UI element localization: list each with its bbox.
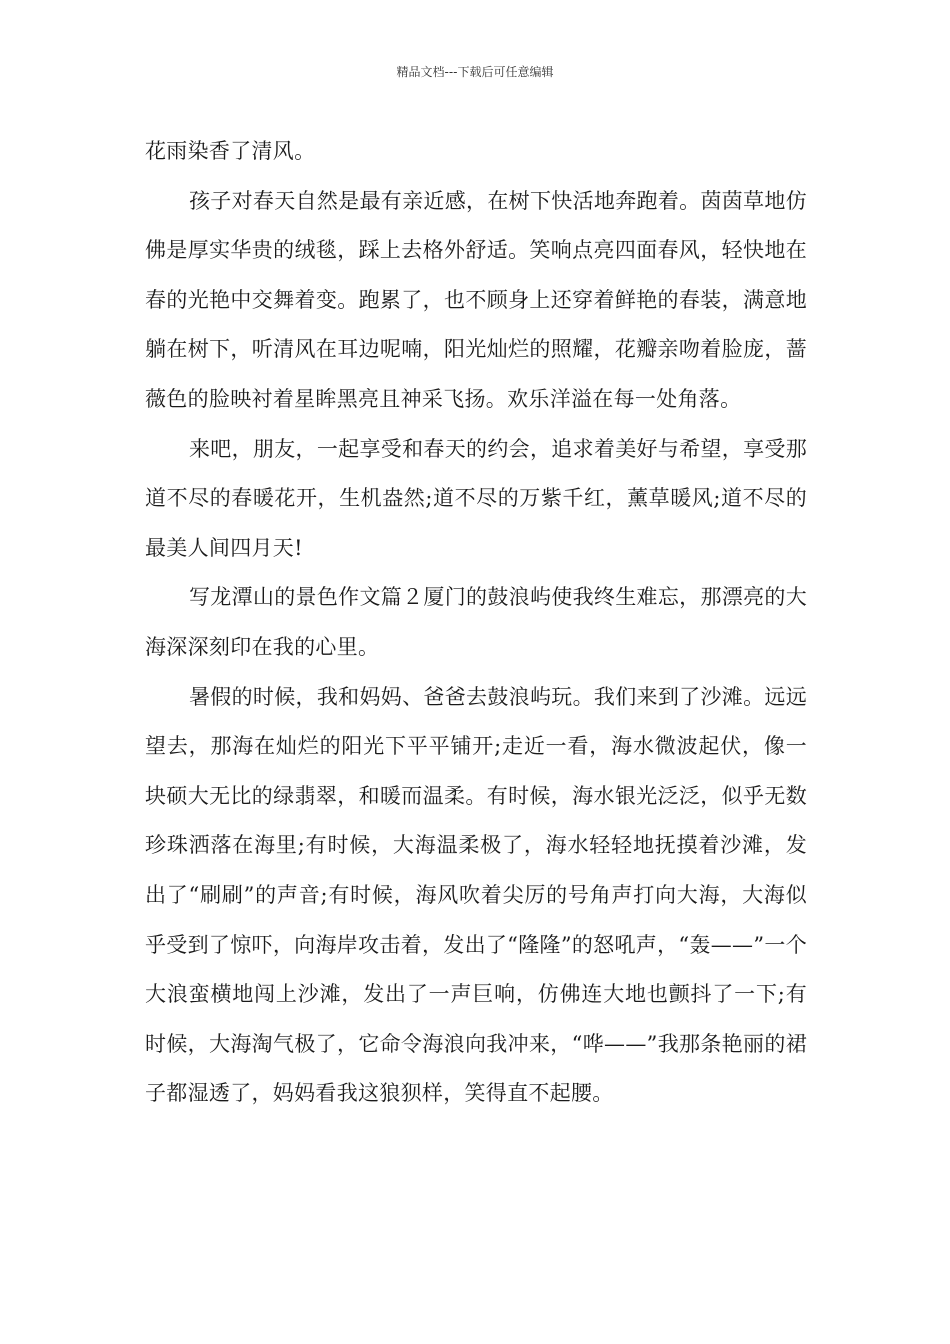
- paragraph-3: 来吧，朋友，一起享受和春天的约会，追求着美好与希望，享受那道不尽的春暖花开，生机盎然;道不尽的万紫千红，薰草暖风;道不尽的最美人间四月天!: [145, 436, 807, 560]
- paragraph-1: 花雨染香了清风。: [145, 139, 316, 163]
- paragraph-2: 孩子对春天自然是最有亲近感，在树下快活地奔跑着。茵茵草地仿佛是厚实华贵的绒毯，踩上去格外舒适。笑响点亮四面春风，轻快地在春的光艳中交舞着变。跑累了，也不顾身上还穿着鲜艳的春装，满意地躺在树下，听清风在耳边呢喃，阳光灿烂的照耀，花瓣亲吻着脸庞，蔷薇色的脸映衬着星眸黑亮且神采飞扬。欢乐洋溢在每一处角落。: [145, 188, 807, 411]
- page-header: 精品文档---下载后可任意编辑: [396, 65, 554, 79]
- document-body: [145, 127, 807, 1119]
- paragraph-4: 写龙潭山的景色作文篇２厦门的鼓浪屿使我终生难忘，那漂亮的大海深深刻印在我的心里。: [145, 585, 807, 659]
- paragraph-5: 暑假的时候，我和妈妈、爸爸去鼓浪屿玩。我们来到了沙滩。远远望去，那海在灿烂的阳光下平平铺开;走近一看，海水微波起伏，像一块硕大无比的绿翡翠，和暖而温柔。有时候，海水银光泛泛，似乎无数珍珠洒落在海里;有时候，大海温柔极了，海水轻轻地抚摸着沙滩，发出了“刷刷”的声音;有时候，海风吹着尖厉的号角声打向大海，大海似乎受到了惊吓，向海岸攻击着，发出了“隆隆”的怒吼声，“轰——”一个大浪蛮横地闯上沙滩，发出了一声巨响，仿佛连大地也颤抖了一下;有时候，大海淘气极了，它命令海浪向我冲来，“哗——”我那条艳丽的裙子都湿透了，妈妈看我这狼狈样，笑得直不起腰。: [145, 684, 807, 1106]
